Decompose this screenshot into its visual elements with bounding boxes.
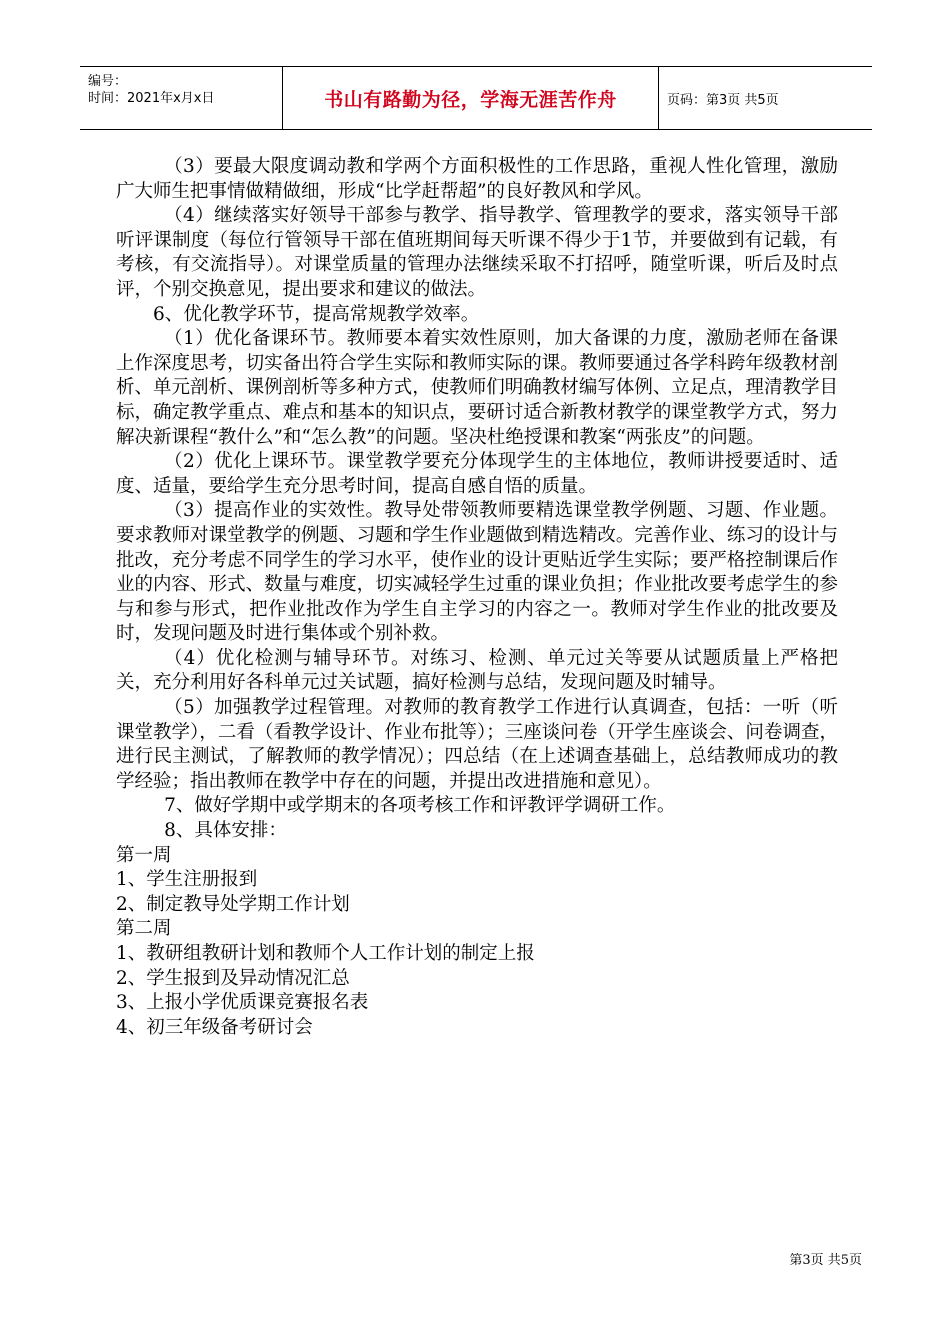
section-heading: 8、具体安排： bbox=[164, 820, 287, 842]
paragraph: （5）加强教学过程管理。对教师的教育教学工作进行认真调查，包括：一听（听课堂教学），二看（看教学设计、作业布批等）；三座谈问卷（开学生座谈会、问卷调查，进行民主测试，了解教师的教学情况）；四总结（在上述调查基础上，总结教师成功的教学经验；指出教师在教学中存在的问题，并提出改进措施和意见）。 bbox=[116, 697, 838, 792]
paragraph: （4）优化检测与辅导环节。对练习、检测、单元过关等要从试题质量上严格把关，充分利用好各科单元过关试题，搞好检测与总结，发现问题及时辅导。 bbox=[116, 647, 838, 694]
schedule-week-heading: 第一周 bbox=[116, 844, 172, 866]
header-motto: 书山有路勤为径，学海无涯苦作舟 bbox=[283, 67, 659, 129]
paragraph: （2）优化上课环节。课堂教学要充分体现学生的主体地位，教师讲授要适时、适度、适量，要给学生充分思考时间，提高自感自悟的质量。 bbox=[116, 451, 838, 497]
header-meta bbox=[80, 67, 283, 129]
page-header bbox=[80, 66, 872, 130]
schedule-item: 2、制定教导处学期工作计划 bbox=[116, 893, 350, 915]
page-footer: 第3页 共5页 bbox=[789, 1253, 862, 1268]
paragraph: （3）提高作业的实效性。教导处带领教师要精选课堂教学例题、习题、作业题。要求教师对课堂教学的例题、习题和学生作业题做到精选精改。完善作业、练习的设计与批改，充分考虑不同学生的学习水平，使作业的设计更贴近学生实际；要严格控制课后作业的内容、形式、数量与难度，切实减轻学生过重的课业负担；作业批改要考虑学生的参与和参与形式，把作业批改作为学生自主学习的内容之一。教师对学生作业的批改要及时，发现问题及时进行集体或个别补救。 bbox=[116, 500, 838, 645]
document-number-label: 编号： bbox=[88, 74, 128, 89]
document-body bbox=[116, 155, 838, 1040]
paragraph: （4）继续落实好领导干部参与教学、指导教学、管理教学的要求，落实领导干部听评课制度（每位行管领导干部在值班期间每天听课不得少于1节，并要做到有记载，有考核，有交流指导）。对课堂质量的管理办法继续采取不打招呼，随堂听课，听后及时点评，个别交换意见，提出要求和建议的做法。 bbox=[116, 205, 838, 300]
paragraph: （1）优化备课环节。教师要本着实效性原则，加大备课的力度，激励老师在备课上作深度思考，切实备出符合学生实际和教师实际的课。教师要通过各学科跨年级教材剖析、单元剖析、课例剖析等多种方式，使教师们明确教材编写体例、立足点，理清教学目标，确定教学重点、难点和基本的知识点，要研讨适合新教材教学的课堂教学方式，努力解决新课程“教什么”和“怎么教”的问题。坚决杜绝授课和教案“两张皮”的问题。 bbox=[116, 328, 838, 448]
schedule-item: 1、教研组教研计划和教师个人工作计划的制定上报 bbox=[116, 943, 535, 964]
paragraph: （3）要最大限度调动教和学两个方面积极性的工作思路，重视人性化管理，激励广大师生把事情做精做细，形成“比学赶帮超”的良好教风和学风。 bbox=[116, 156, 838, 202]
schedule-week-heading: 第二周 bbox=[116, 918, 172, 940]
schedule-item: 4、初三年级备考研讨会 bbox=[116, 1016, 313, 1038]
section-heading: 7、做好学期中或学期末的各项考核工作和评教评学调研工作。 bbox=[164, 795, 676, 817]
schedule-item: 1、学生注册报到 bbox=[116, 869, 258, 891]
section-heading: 6、优化教学环节，提高常规教学效率。 bbox=[153, 303, 480, 325]
schedule-item: 2、学生报到及异动情况汇总 bbox=[116, 967, 350, 989]
header-page-number: 页码：第3页 共5页 bbox=[667, 92, 779, 108]
document-date-label: 时间：2021年x月x日 bbox=[88, 91, 215, 106]
schedule-item: 3、上报小学优质课竞赛报名表 bbox=[116, 992, 369, 1014]
